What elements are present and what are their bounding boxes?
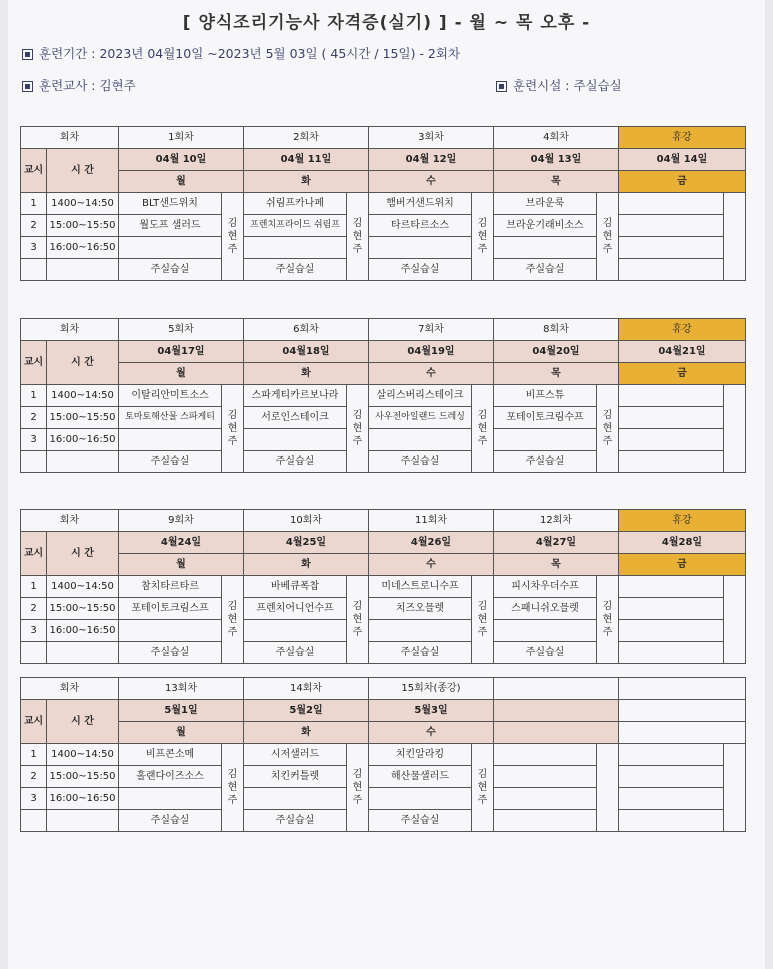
menu-item: 스패니쉬오믈렛 (494, 598, 597, 620)
menu-item: 프렌치어니언수프 (244, 598, 347, 620)
menu-item: 해산물샐러드 (369, 766, 472, 788)
empty-cell (597, 744, 619, 832)
time-header-label: 시 간 (47, 532, 119, 576)
period-time: 16:00~16:50 (47, 429, 119, 451)
period-time: 15:00~15:50 (47, 766, 119, 788)
period-number: 1 (21, 385, 47, 407)
round-header-label: 회차 (21, 127, 119, 149)
training-teacher (22, 76, 136, 94)
room-label: 주실습실 (244, 259, 347, 281)
empty-cell (724, 385, 746, 473)
empty-cell (494, 744, 597, 766)
holiday-date: 4월28일 (619, 532, 746, 554)
room-label: 주실습실 (494, 642, 597, 664)
menu-item: 미네스트로니수프 (369, 576, 472, 598)
round-header-label: 회차 (21, 678, 119, 700)
period-time: 1400~14:50 (47, 744, 119, 766)
holiday-day: 금 (619, 554, 746, 576)
room-label: 주실습실 (369, 451, 472, 473)
empty-cell (619, 788, 724, 810)
teacher-vertical: 김 현 주 (597, 385, 619, 473)
checkbox-square-icon (22, 81, 33, 92)
page-title: [ 양식조리기능사 자격증(실기) ] - 월 ~ 목 오후 - (182, 13, 591, 33)
menu-item: 치킨알라킹 (369, 744, 472, 766)
empty-cell (47, 451, 119, 473)
day-label: 목 (494, 171, 619, 193)
empty-cell (494, 678, 619, 700)
menu-item: 스파게티카르보나라 (244, 385, 347, 407)
gyosi-label: 교시 (21, 700, 47, 744)
empty-cell (619, 744, 724, 766)
empty-cell (619, 722, 746, 744)
empty-cell (724, 576, 746, 664)
empty-cell (619, 215, 724, 237)
holiday-day: 금 (619, 171, 746, 193)
empty-cell (619, 237, 724, 259)
round-label: 3회차 (369, 127, 494, 149)
round-label: 7회차 (369, 319, 494, 341)
period-time: 15:00~15:50 (47, 407, 119, 429)
date-label: 04월18일 (244, 341, 369, 363)
teacher-vertical: 김 현 주 (347, 744, 369, 832)
holiday-label: 휴강 (619, 510, 746, 532)
empty-cell (619, 407, 724, 429)
schedule-paper (8, 0, 765, 969)
period-number: 2 (21, 598, 47, 620)
teacher-vertical: 김 현 주 (222, 193, 244, 281)
schedule-table-week-2 (20, 318, 746, 473)
room-label: 주실습실 (494, 259, 597, 281)
teacher-vertical: 김 현 주 (597, 193, 619, 281)
gyosi-label: 교시 (21, 341, 47, 385)
empty-cell (619, 598, 724, 620)
round-label: 5회차 (119, 319, 244, 341)
menu-item (119, 620, 222, 642)
room-label: 주실습실 (244, 642, 347, 664)
holiday-label: 휴강 (619, 127, 746, 149)
gyosi-label: 교시 (21, 532, 47, 576)
period-number: 3 (21, 429, 47, 451)
empty-cell (21, 642, 47, 664)
empty-cell (619, 766, 724, 788)
day-label: 화 (244, 171, 369, 193)
empty-cell (47, 810, 119, 832)
empty-cell (724, 193, 746, 281)
menu-item: 사우전아일랜드 드레싱 (369, 407, 472, 429)
round-label: 15회차(종강) (369, 678, 494, 700)
menu-item: 피시차우더수프 (494, 576, 597, 598)
menu-item (244, 429, 347, 451)
room-label: 주실습실 (369, 642, 472, 664)
date-label: 04월 10일 (119, 149, 244, 171)
round-label: 4회차 (494, 127, 619, 149)
time-header-label: 시 간 (47, 700, 119, 744)
teacher-vertical: 김 현 주 (222, 385, 244, 473)
schedule-table-week-4 (20, 677, 746, 832)
empty-cell (619, 193, 724, 215)
period-time: 1400~14:50 (47, 193, 119, 215)
time-header-label: 시 간 (47, 149, 119, 193)
date-label: 4월26일 (369, 532, 494, 554)
date-label: 04월17일 (119, 341, 244, 363)
day-label: 월 (119, 554, 244, 576)
empty-cell (21, 259, 47, 281)
menu-item (119, 429, 222, 451)
period-number: 2 (21, 407, 47, 429)
room-label: 주실습실 (119, 810, 222, 832)
training-facility-text: 훈련시설 : 주실습실 (513, 78, 622, 93)
schedule-table-week-1 (20, 126, 746, 281)
menu-item: 브라운기래비소스 (494, 215, 597, 237)
teacher-vertical: 김 현 주 (222, 576, 244, 664)
empty-cell (619, 700, 746, 722)
day-label: 월 (119, 363, 244, 385)
menu-item: 비프스튜 (494, 385, 597, 407)
date-label: 5월1일 (119, 700, 244, 722)
round-label: 13회차 (119, 678, 244, 700)
training-period-text: 훈련기간 : 2023년 04월10일 ~2023년 5월 03일 ( 45시간 / 15일) - 2회차 (39, 46, 461, 61)
date-label: 04월 11일 (244, 149, 369, 171)
empty-cell (619, 620, 724, 642)
menu-item: 참치타르타르 (119, 576, 222, 598)
round-label: 10회차 (244, 510, 369, 532)
menu-item: 월도프 샐러드 (119, 215, 222, 237)
empty-cell (494, 788, 597, 810)
time-header-label: 시 간 (47, 341, 119, 385)
menu-item (119, 788, 222, 810)
empty-cell (494, 766, 597, 788)
day-label: 수 (369, 171, 494, 193)
gyosi-label: 교시 (21, 149, 47, 193)
date-label: 04월 12일 (369, 149, 494, 171)
empty-cell (494, 722, 619, 744)
day-label: 월 (119, 722, 244, 744)
room-label: 주실습실 (494, 451, 597, 473)
menu-item (494, 620, 597, 642)
training-facility (496, 76, 622, 94)
teacher-vertical: 김 현 주 (347, 193, 369, 281)
empty-cell (21, 810, 47, 832)
period-time: 15:00~15:50 (47, 598, 119, 620)
menu-item (369, 429, 472, 451)
menu-item: 바베큐폭찹 (244, 576, 347, 598)
empty-cell (619, 429, 724, 451)
holiday-date: 04월21일 (619, 341, 746, 363)
round-label: 6회차 (244, 319, 369, 341)
menu-item: 타르타르소스 (369, 215, 472, 237)
date-label: 04월 13일 (494, 149, 619, 171)
date-label: 04월19일 (369, 341, 494, 363)
menu-item: 홀랜다이즈소스 (119, 766, 222, 788)
empty-cell (619, 678, 746, 700)
round-label: 1회차 (119, 127, 244, 149)
menu-item (244, 237, 347, 259)
date-label: 5월3일 (369, 700, 494, 722)
period-time: 16:00~16:50 (47, 237, 119, 259)
menu-item: 프렌치프라이드 쉬림프 (244, 215, 347, 237)
round-label: 2회차 (244, 127, 369, 149)
round-header-label: 회차 (21, 510, 119, 532)
menu-item: 이탈리안미트소스 (119, 385, 222, 407)
room-label: 주실습실 (369, 810, 472, 832)
teacher-vertical: 김 현 주 (597, 576, 619, 664)
checkbox-square-icon (496, 81, 507, 92)
menu-item (494, 429, 597, 451)
menu-item: 치즈오믈렛 (369, 598, 472, 620)
day-label: 수 (369, 363, 494, 385)
day-label: 화 (244, 554, 369, 576)
day-label: 수 (369, 722, 494, 744)
room-label: 주실습실 (119, 642, 222, 664)
empty-cell (724, 744, 746, 832)
training-period (22, 44, 460, 62)
menu-item (119, 237, 222, 259)
period-number: 3 (21, 788, 47, 810)
date-label: 5월2일 (244, 700, 369, 722)
menu-item (244, 788, 347, 810)
teacher-vertical: 김 현 주 (222, 744, 244, 832)
teacher-vertical: 김 현 주 (472, 576, 494, 664)
room-label: 주실습실 (244, 810, 347, 832)
room-label: 주실습실 (119, 259, 222, 281)
checkbox-square-icon (22, 49, 33, 60)
period-time: 16:00~16:50 (47, 788, 119, 810)
round-header-label: 회차 (21, 319, 119, 341)
round-label: 11회차 (369, 510, 494, 532)
holiday-day: 금 (619, 363, 746, 385)
round-label: 14회차 (244, 678, 369, 700)
menu-item: 살리스버리스테이크 (369, 385, 472, 407)
menu-item: 포테이토크림수프 (494, 407, 597, 429)
menu-item: 포테이토크림스프 (119, 598, 222, 620)
round-label: 12회차 (494, 510, 619, 532)
holiday-date: 04월 14일 (619, 149, 746, 171)
empty-cell (21, 451, 47, 473)
empty-cell (619, 576, 724, 598)
day-label: 화 (244, 722, 369, 744)
date-label: 4월24일 (119, 532, 244, 554)
round-label: 9회차 (119, 510, 244, 532)
date-label: 04월20일 (494, 341, 619, 363)
menu-item: 치킨커틀렛 (244, 766, 347, 788)
menu-item (369, 620, 472, 642)
holiday-label: 휴강 (619, 319, 746, 341)
training-teacher-text: 훈련교사 : 김현주 (39, 78, 136, 93)
day-label: 수 (369, 554, 494, 576)
menu-item: 쉬림프카나페 (244, 193, 347, 215)
empty-cell (619, 642, 724, 664)
schedule-table-week-3 (20, 509, 746, 664)
menu-item (369, 788, 472, 810)
date-label: 4월27일 (494, 532, 619, 554)
period-number: 2 (21, 215, 47, 237)
empty-cell (619, 259, 724, 281)
menu-item: 비프콘소메 (119, 744, 222, 766)
empty-cell (47, 259, 119, 281)
teacher-vertical: 김 현 주 (472, 744, 494, 832)
day-label: 목 (494, 554, 619, 576)
room-label: 주실습실 (369, 259, 472, 281)
round-label: 8회차 (494, 319, 619, 341)
empty-cell (619, 451, 724, 473)
period-number: 1 (21, 744, 47, 766)
period-time: 1400~14:50 (47, 385, 119, 407)
period-time: 16:00~16:50 (47, 620, 119, 642)
room-label: 주실습실 (244, 451, 347, 473)
teacher-vertical: 김 현 주 (472, 385, 494, 473)
teacher-vertical: 김 현 주 (347, 385, 369, 473)
teacher-vertical: 김 현 주 (347, 576, 369, 664)
menu-item: 시저샐러드 (244, 744, 347, 766)
menu-item (369, 237, 472, 259)
day-label: 목 (494, 363, 619, 385)
empty-cell (619, 810, 724, 832)
period-number: 1 (21, 576, 47, 598)
empty-cell (47, 642, 119, 664)
period-number: 3 (21, 237, 47, 259)
period-number: 3 (21, 620, 47, 642)
day-label: 화 (244, 363, 369, 385)
period-number: 1 (21, 193, 47, 215)
period-time: 1400~14:50 (47, 576, 119, 598)
menu-item: 햄버거샌드위치 (369, 193, 472, 215)
menu-item: 브라운룩 (494, 193, 597, 215)
menu-item (494, 237, 597, 259)
menu-item: BLT샌드위치 (119, 193, 222, 215)
empty-cell (494, 810, 597, 832)
room-label: 주실습실 (119, 451, 222, 473)
empty-cell (619, 385, 724, 407)
period-time: 15:00~15:50 (47, 215, 119, 237)
menu-item (244, 620, 347, 642)
date-label: 4월25일 (244, 532, 369, 554)
teacher-vertical: 김 현 주 (472, 193, 494, 281)
menu-item: 토마토해산물 스파게티 (119, 407, 222, 429)
period-number: 2 (21, 766, 47, 788)
menu-item: 서로인스테이크 (244, 407, 347, 429)
day-label: 월 (119, 171, 244, 193)
empty-cell (494, 700, 619, 722)
